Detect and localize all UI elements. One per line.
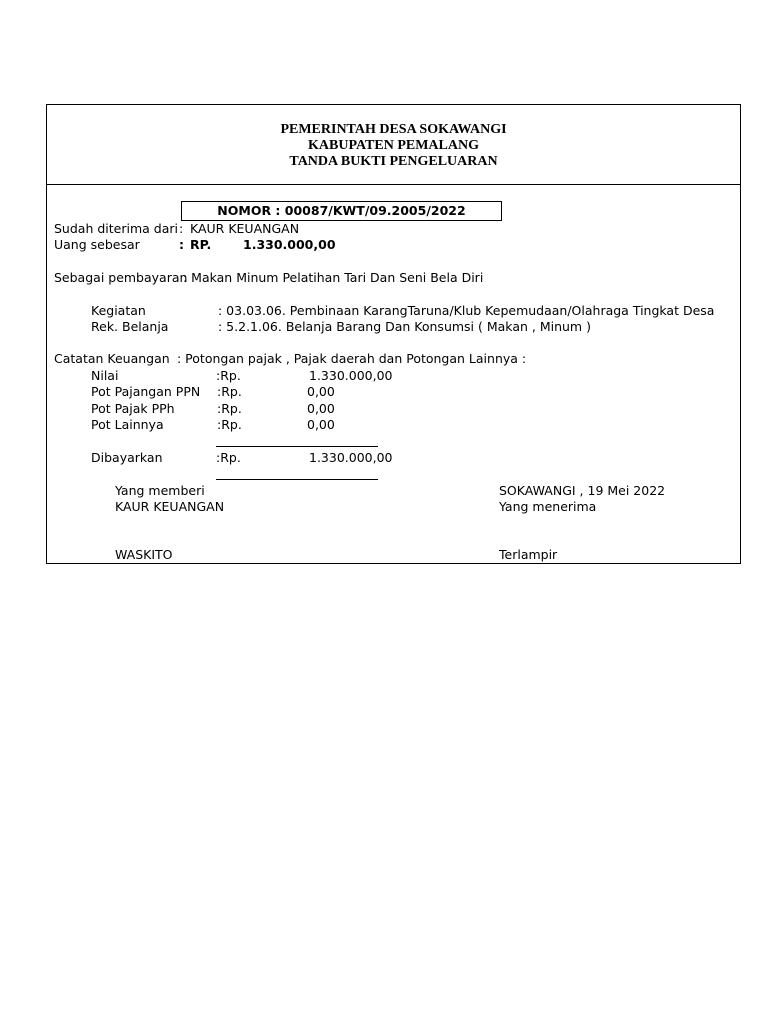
financial-notes-value: : Potongan pajak , Pajak daerah dan Potongan Lainnya : xyxy=(177,351,527,366)
ledger-label: Nilai xyxy=(91,368,119,383)
received-from-label: Sudah diterima dari xyxy=(54,221,178,236)
amount-separator: : xyxy=(179,237,184,252)
expense-account-value: : 5.2.1.06. Belanja Barang Dan Konsumsi ( Makan , Minum ) xyxy=(218,319,591,334)
received-from-value: KAUR KEUANGAN xyxy=(190,221,300,236)
total-divider xyxy=(216,479,378,480)
activity-value: : 03.03.06. Pembinaan KarangTaruna/Klub Kepemudaan/Olahraga Tingkat Desa xyxy=(218,303,715,318)
ledger-label: Pot Pajak PPh xyxy=(91,401,175,416)
ledger-value: 0,00 xyxy=(307,417,335,432)
payment-for-value: : Makan Minum Pelatihan Tari Dan Seni Bela Diri xyxy=(183,270,484,285)
paid-label: Dibayarkan xyxy=(91,450,163,465)
giver-name: WASKITO xyxy=(115,547,173,562)
payment-for-label: Sebagai pembayaran xyxy=(54,270,188,285)
ledger-currency: :Rp. xyxy=(217,401,242,416)
ledger-currency: :Rp. xyxy=(217,417,242,432)
ledger-currency: :Rp. xyxy=(217,384,242,399)
ledger-label: Pot Lainnya xyxy=(91,417,164,432)
paid-currency: :Rp. xyxy=(216,450,241,465)
subtotal-divider xyxy=(216,446,378,447)
receiver-name: Terlampir xyxy=(499,547,558,562)
ledger-value: 0,00 xyxy=(307,401,335,416)
ledger-value: 1.330.000,00 xyxy=(309,368,393,383)
giver-role: KAUR KEUANGAN xyxy=(115,499,225,514)
receiver-title: Yang menerima xyxy=(499,499,597,514)
giver-title: Yang memberi xyxy=(115,483,205,498)
expense-account-label: Rek. Belanja xyxy=(91,319,169,334)
receipt-frame xyxy=(46,104,741,564)
ledger-value: 0,00 xyxy=(307,384,335,399)
header-government: PEMERINTAH DESA SOKAWANGI xyxy=(280,122,507,137)
amount-currency: RP. xyxy=(190,237,212,252)
receipt-number: NOMOR : 00087/KWT/09.2005/2022 xyxy=(181,201,502,221)
received-from-separator: : xyxy=(179,221,184,236)
paid-value: 1.330.000,00 xyxy=(309,450,393,465)
header-document-title: TANDA BUKTI PENGELUARAN xyxy=(289,154,498,169)
amount-value: 1.330.000,00 xyxy=(243,237,336,252)
financial-notes-label: Catatan Keuangan xyxy=(54,351,170,366)
amount-label: Uang sebesar xyxy=(54,237,140,252)
header-regency: KABUPATEN PEMALANG xyxy=(308,138,479,153)
ledger-label: Pot Pajangan PPN xyxy=(91,384,201,399)
place-date: SOKAWANGI , 19 Mei 2022 xyxy=(499,483,666,498)
ledger-currency: :Rp. xyxy=(216,368,241,383)
receipt-header xyxy=(47,105,740,185)
activity-label: Kegiatan xyxy=(91,303,146,318)
